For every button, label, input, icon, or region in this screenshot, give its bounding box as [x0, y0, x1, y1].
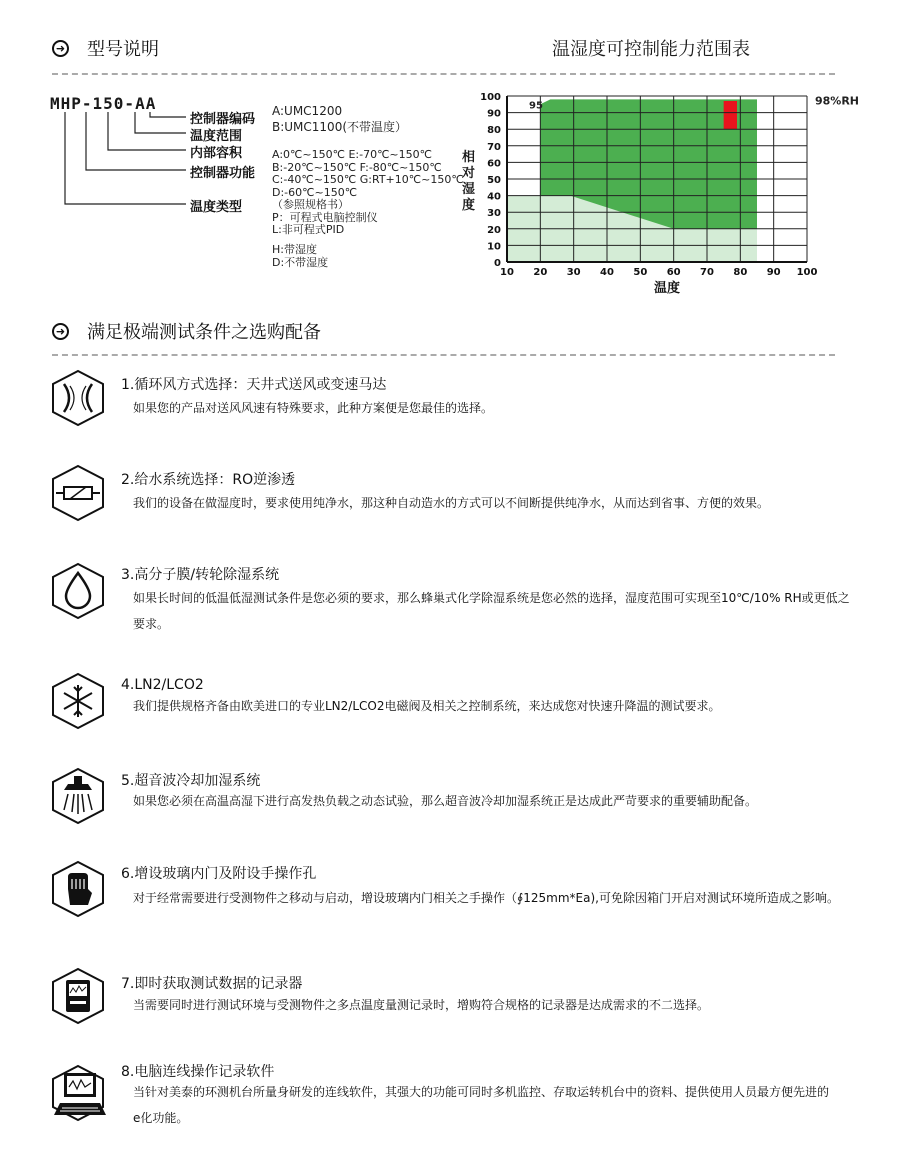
x-tick-label: 10	[500, 267, 514, 278]
computer-icon	[50, 1063, 110, 1123]
feature-title: 4.LN2/LCO2	[121, 677, 204, 693]
feature-desc: 如果长时间的低温低湿测试条件是您必须的要求，那么蜂巢式化学除湿系统是您必然的选择，湿度范围可实现至10℃/10% RH或更低之要求。	[133, 591, 850, 631]
controller-function-p: P：可程式电脑控制仪	[272, 210, 378, 224]
recorder-icon	[50, 966, 106, 1026]
x-tick-label: 70	[700, 267, 714, 278]
x-axis-label: 温度	[653, 281, 681, 296]
arrow-right-icon: ➜	[52, 323, 69, 340]
feature-title: 3.高分子膜/转轮除湿系统	[121, 567, 280, 583]
y-tick-label: 40	[487, 191, 501, 203]
series-area-2	[724, 101, 737, 129]
x-tick-label: 100	[796, 267, 818, 278]
y-tick-label: 80	[487, 125, 501, 137]
divider	[52, 354, 835, 356]
fan-icon	[50, 368, 106, 428]
label-volume: 内部容积	[190, 146, 243, 161]
controller-codes	[272, 103, 407, 135]
y-tick-label: 50	[487, 175, 501, 186]
x-tick-label: 50	[633, 267, 648, 278]
x-tick-label: 60	[666, 267, 681, 278]
temp-range-line: C:-40℃~150℃ G:RT+10℃~150℃	[272, 173, 464, 186]
feature-title: 2.给水系统选择：RO逆渗透	[121, 472, 296, 488]
y-tick-label: 60	[487, 158, 501, 170]
annotation-95: 95	[529, 100, 543, 112]
temp-range-line: （参照规格书）	[272, 198, 349, 211]
temp-type-h: H:带湿度	[272, 243, 317, 256]
chart-title: 温湿度可控制能力范围表	[552, 39, 750, 60]
temp-range-line: A:0℃~150℃ E:-70℃~150℃	[272, 148, 432, 161]
feature-desc: 我们的设备在做湿度时，要求使用纯净水，那这种自动造水的方式可以不间断提供纯净水，从而达到省事、方便的效果。	[133, 496, 770, 510]
filter-icon	[50, 463, 106, 523]
x-tick-label: 40	[600, 267, 614, 278]
label-controller-function: 控制器功能	[190, 166, 256, 181]
feature-desc: 当针对美泰的环测机台所量身研发的连线软件，其强大的功能可同时多机监控、存取运转机台中的资料、提供使用人员最方便先进的e化功能。	[133, 1085, 830, 1125]
arrow-right-icon: ➜	[52, 40, 69, 57]
feature-title: 1.循环风方式选择：天井式送风或变速马达	[121, 377, 387, 393]
y-tick-label: 100	[480, 92, 501, 103]
y-axis-label: 相对湿度	[462, 150, 476, 213]
y-tick-label: 0	[494, 258, 501, 269]
x-tick-label: 30	[566, 267, 581, 278]
feature-title: 6.增设玻璃内门及附设手操作孔	[121, 866, 317, 882]
annotation-98rh: 98%RH	[815, 94, 860, 108]
snowflake-icon	[50, 671, 106, 731]
y-tick-label: 10	[487, 241, 501, 253]
label-temp-range: 温度范围	[190, 129, 243, 144]
y-tick-label: 70	[487, 141, 501, 153]
range-chart	[440, 82, 880, 307]
feature-desc: 对于经常需要进行受测物件之移动与启动，增设玻璃内门相关之手操作（∮125mm*Ea),可免除因箱门开启对测试环境所造成之影响。	[133, 891, 839, 905]
model-code: MHP-150-AA	[50, 94, 157, 113]
feature-desc: 如果您必须在高温高湿下进行高发热负载之动态试验，那么超音波冷却加湿系统正是达成此严苛要求的重要辅助配备。	[133, 794, 758, 808]
feature-title: 5.超音波冷却加湿系统	[121, 773, 261, 789]
sprayer-icon	[50, 766, 106, 826]
feature-desc: 我们提供规格齐备由欧美进口的专业LN2/LCO2电磁阀及相关之控制系统，来达成您对快速升降温的测试要求。	[133, 699, 721, 713]
label-controller-code: 控制器编码	[190, 112, 256, 127]
controller-code-a: A:UMC1200	[272, 104, 343, 118]
temp-range-line: D:-60℃~150℃	[272, 185, 358, 199]
controller-function-l: L:非可程式PID	[272, 223, 345, 236]
feature-title: 7.即时获取测试数据的记录器	[121, 976, 303, 992]
x-tick-label: 80	[733, 267, 748, 278]
feature-desc: 如果您的产品对送风风速有特殊要求，此种方案便是您最佳的选择。	[133, 401, 494, 415]
water-drop-icon	[50, 561, 106, 621]
label-temp-type: 温度类型	[190, 200, 243, 215]
temp-types	[272, 244, 328, 269]
section-model-title: 型号说明	[87, 39, 159, 60]
temp-type-d: D:不带湿度	[272, 255, 329, 269]
feature-title: 8.电脑连线操作记录软件	[121, 1064, 275, 1080]
temp-ranges	[272, 149, 464, 237]
section-options	[52, 318, 321, 344]
x-tick-label: 90	[766, 267, 781, 278]
controller-code-b: B:UMC1100(不带温度）	[272, 120, 408, 134]
y-tick-label: 20	[487, 224, 501, 236]
y-tick-label: 90	[487, 108, 501, 120]
section-options-title: 满足极端测试条件之选购配备	[87, 322, 321, 343]
feature-desc: 当需要同时进行测试环境与受测物件之多点温度量测记录时，增购符合规格的记录器是达成需求的不二选择。	[133, 998, 710, 1012]
x-tick-label: 20	[533, 267, 548, 278]
glove-icon	[50, 859, 106, 919]
y-tick-label: 30	[487, 208, 501, 220]
temp-range-line: B:-20℃~150℃ F:-80℃~150℃	[272, 160, 442, 174]
